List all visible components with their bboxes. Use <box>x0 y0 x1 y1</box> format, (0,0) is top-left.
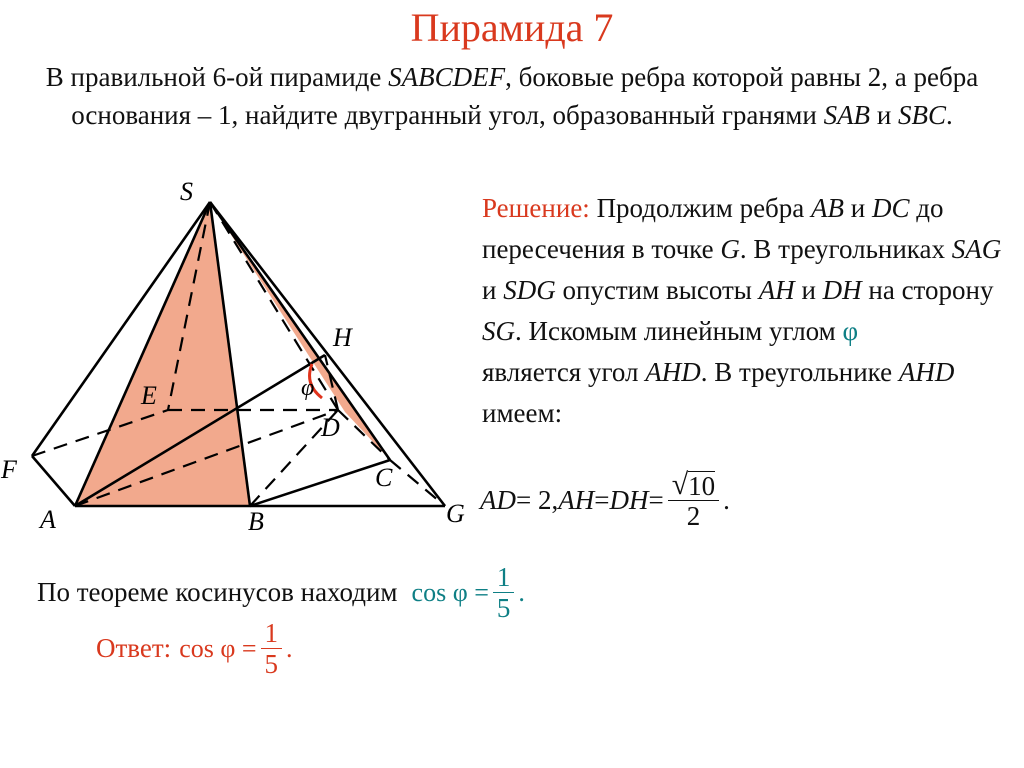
slide-title: Пирамида 7 <box>410 5 614 50</box>
cosine-theorem-line: По теореме косинусов находим cos φ = $\frac{1}{5}$ . <box>37 562 525 623</box>
solution-label: Решение: <box>482 193 590 223</box>
solution-text: Решение: Продолжим ребра AB и DC до пересечения в точке G. В треугольниках SAG и SDG опустим высоты AH и DH на сторону SG. Искомым линейным углом φ является угол AHD. В треугольнике AHD имеем: <box>482 193 1002 428</box>
phi-symbol: φ <box>842 316 859 346</box>
problem-statement: В правильной 6-ой пирамиде SABCDEF, боковые ребра которой равны 2, а ребра основания – 1, найдите двугранный угол, образованный гранями SAB и SBC. <box>45 62 979 130</box>
edge-dc <box>338 410 390 460</box>
answer-formula: cos φ = $\frac{1}{5}$ . <box>179 618 293 679</box>
label-phi: φ <box>301 375 315 401</box>
edge-cg <box>390 460 445 506</box>
label-g: G <box>446 499 465 528</box>
label-h: H <box>333 323 352 352</box>
equation-ad-ah: AD = 2, AH = DH = √ 10 2 . <box>480 468 730 531</box>
answer-label: Ответ: <box>96 633 172 663</box>
pyramid-figure <box>0 178 480 538</box>
answer <box>96 618 293 679</box>
label-a: A <box>40 505 56 534</box>
label-f: F <box>1 455 17 484</box>
label-b: B <box>248 507 264 536</box>
face-sag-shaded <box>75 202 250 506</box>
edge-fa <box>32 456 75 506</box>
fraction-sqrt10-over-2: √ 10 2 <box>668 470 719 531</box>
label-d: D <box>321 413 340 442</box>
label-c: C <box>375 463 393 492</box>
label-e: E <box>141 381 157 410</box>
cos-formula: cos φ = $\frac{1}{5}$ . <box>411 562 525 623</box>
label-s: S <box>180 178 193 206</box>
